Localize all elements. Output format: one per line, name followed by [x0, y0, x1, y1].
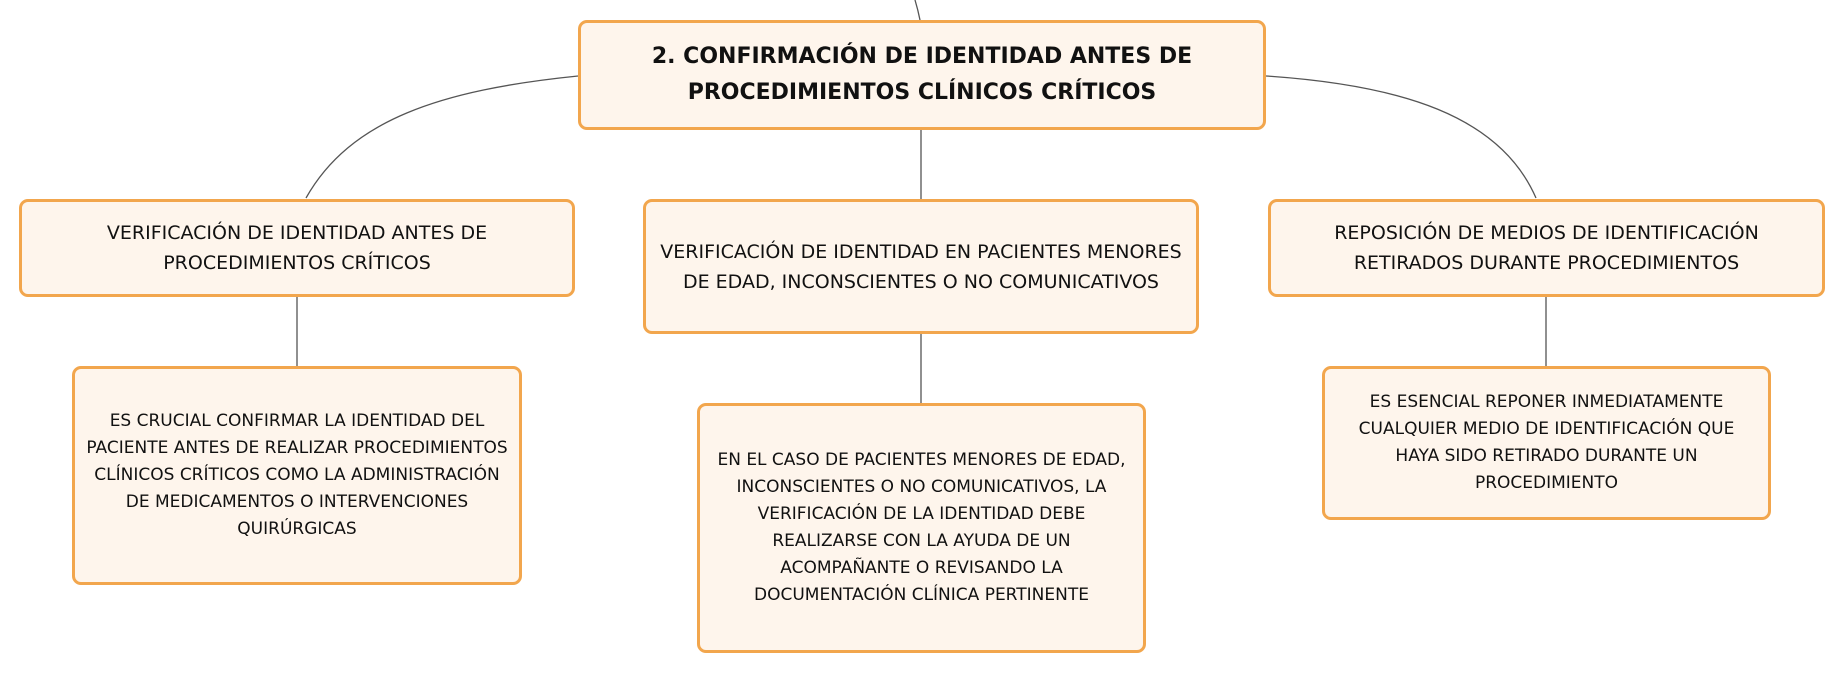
branch-node-label: VERIFICACIÓN DE IDENTIDAD ANTES DE PROCEDIMIENTOS CRÍTICOS	[106, 222, 488, 274]
detail-node-identity-critical-procedures[interactable]	[72, 366, 522, 585]
detail-node-text: ES ESENCIAL REPONER INMEDIATAMENTE CUALQUIER MEDIO DE IDENTIFICACIÓN QUE HAYA SIDO RETIRADO DURANTE UN PROCEDIMIENTO	[1358, 392, 1735, 493]
branch-node-label: REPOSICIÓN DE MEDIOS DE IDENTIFICACIÓN RETIRADOS DURANTE PROCEDIMIENTOS	[1334, 222, 1759, 274]
detail-node-text: ES CRUCIAL CONFIRMAR LA IDENTIDAD DEL PACIENTE ANTES DE REALIZAR PROCEDIMIENTOS CLÍNICOS CRÍTICOS COMO LA ADMINISTRACIÓN DE MEDICAMENTOS O INTERVENCIONES QUIRÚRGICAS	[86, 411, 508, 539]
detail-node-identity-minors-unconscious[interactable]	[697, 403, 1146, 653]
connector-root-to-branch-1	[306, 76, 578, 198]
detail-node-text: EN EL CASO DE PACIENTES MENORES DE EDAD, INCONSCIENTES O NO COMUNICATIVOS, LA VERIFICACIÓN DE LA IDENTIDAD DEBE REALIZARSE CON LA AYUDA DE UN ACOMPAÑANTE O REVISANDO LA DOCUMENTACIÓN CLÍNICA PERTINENTE	[717, 450, 1126, 605]
root-node[interactable]	[578, 20, 1266, 130]
branch-node-identity-minors-unconscious[interactable]	[643, 199, 1199, 334]
branch-node-restore-identification[interactable]	[1268, 199, 1825, 297]
connector-parent-to-root	[915, 0, 920, 20]
branch-node-identity-critical-procedures[interactable]	[19, 199, 575, 297]
connector-root-to-branch-3	[1266, 76, 1536, 198]
detail-node-restore-identification[interactable]	[1322, 366, 1771, 520]
branch-node-label: VERIFICACIÓN DE IDENTIDAD EN PACIENTES MENORES DE EDAD, INCONSCIENTES O NO COMUNICATIVOS	[660, 240, 1182, 293]
root-node-label: 2. CONFIRMACIÓN DE IDENTIDAD ANTES DE PROCEDIMIENTOS CLÍNICOS CRÍTICOS	[651, 44, 1193, 105]
